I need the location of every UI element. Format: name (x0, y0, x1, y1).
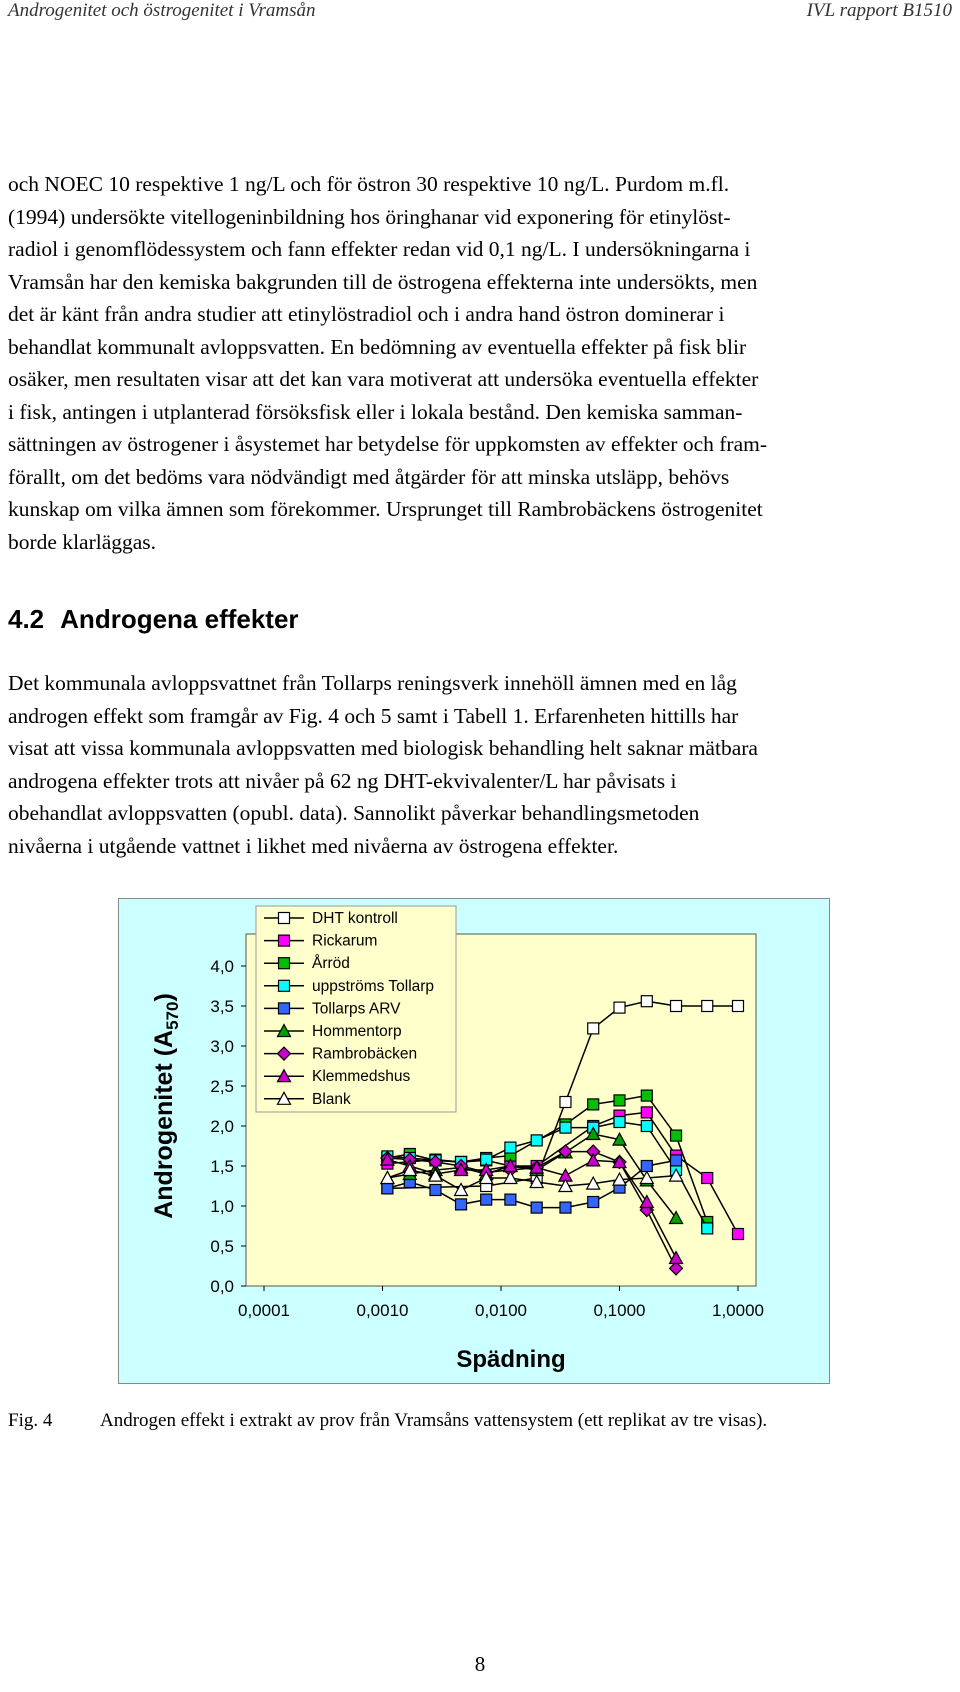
data-point (588, 1099, 599, 1110)
data-point (733, 1229, 744, 1240)
data-point (279, 958, 290, 969)
x-tick-label: 0,0001 (238, 1301, 290, 1320)
text-line: det är känt från andra studier att etinylöstradiol och i andra hand östron dominerar i (8, 302, 725, 326)
legend-label: Tollarps ARV (312, 1000, 401, 1018)
text-line: borde klarläggas. (8, 529, 157, 554)
data-point (614, 1117, 625, 1128)
data-point (671, 1001, 682, 1012)
legend-label: Rambrobäcken (312, 1045, 418, 1063)
data-point (588, 1197, 599, 1208)
x-tick-label: 1,0000 (712, 1301, 764, 1320)
text-line: androgena effekter trots att nivåer på 62 ng DHT-ekvivalenter/L har påvisats i (8, 768, 677, 793)
x-tick-label: 0,0010 (356, 1301, 409, 1320)
androgenicity-chart (118, 898, 830, 1384)
data-point (505, 1142, 516, 1153)
text-line: behandlat kommunalt avloppsvatten. En bedömning av eventuella effekter på fisk blir (8, 334, 747, 359)
paragraph-androgen (8, 667, 943, 862)
section-heading (8, 604, 299, 635)
data-point (279, 1003, 290, 1014)
data-point (505, 1194, 516, 1205)
data-point (733, 1001, 744, 1012)
page-number: 8 (474, 1652, 486, 1676)
data-point (702, 1223, 713, 1234)
data-point (641, 1161, 652, 1172)
data-point (702, 1173, 713, 1184)
data-point (588, 1023, 599, 1034)
data-point (279, 913, 290, 924)
legend-label: Blank (312, 1090, 351, 1108)
header-title: Androgenitet och östrogenitet i Vramsån (8, 0, 316, 21)
legend-label: uppströms Tollarp (312, 977, 435, 995)
y-axis-label: Androgenitet $(A_{570})$ (150, 993, 182, 1219)
legend-label: Klemmedshus (312, 1068, 411, 1086)
data-point (456, 1199, 467, 1210)
text-line: sättningen av östrogener i åsystemet har betydelse för uppkomsten av effekter och fram- (8, 432, 768, 456)
data-point (531, 1135, 542, 1146)
caption-text: Androgen effekt i extrakt av prov från Vramsåns vattensystem (ett replikat av tre visas). (100, 1410, 768, 1431)
data-point (560, 1122, 571, 1133)
text-line: obehandlat avloppsvatten (opubl. data). Sannolikt påverkar behandlingsmetoden (8, 801, 700, 825)
y-tick-label: 3,0 (210, 1037, 234, 1056)
x-axis-label: Spädning (456, 1346, 566, 1373)
legend-label: DHT kontroll (312, 910, 398, 927)
data-point (641, 996, 652, 1007)
text-line: visat att vissa kommunala avloppsvatten med biologisk behandling helt saknar mätbara (8, 736, 758, 760)
text-line: Vramsån har den kemiska bakgrunden till de östrogena effekterna inte undersökts, men (8, 269, 758, 294)
data-point (430, 1185, 441, 1196)
legend (256, 906, 456, 1112)
text-line: radiol i genomflödessystem och fann effekter redan vid 0,1 ng/L. I undersökningarna i (8, 237, 751, 261)
data-point (614, 1095, 625, 1106)
y-tick-label: 2,5 (210, 1077, 234, 1096)
x-tick-label: 0,1000 (593, 1301, 646, 1320)
y-tick-label: 4,0 (210, 957, 234, 976)
data-point (531, 1202, 542, 1213)
x-tick-label: 0,0100 (475, 1301, 527, 1320)
data-point (279, 980, 290, 991)
y-tick-label: 1,5 (210, 1157, 234, 1176)
data-point (382, 1183, 393, 1194)
legend-label: Rickarum (312, 932, 378, 950)
caption-label: Fig. 4 (8, 1410, 53, 1431)
paragraph-estrogen (8, 168, 943, 558)
section-number: 4.2 (8, 604, 45, 634)
data-point (560, 1202, 571, 1213)
text-line: androgen effekt som framgår av Fig. 4 och 5 samt i Tabell 1. Erfarenheten hittills har (8, 703, 739, 728)
legend-label: Hommentorp (312, 1023, 402, 1040)
data-point (702, 1001, 713, 1012)
y-tick-label: 0,5 (210, 1237, 234, 1256)
text-line: i fisk, antingen i utplanterad försöksfisk eller i lokala bestånd. Den kemiska samman- (8, 399, 743, 424)
running-header (8, 0, 952, 24)
text-line: (1994) undersökte vitellogeninbildning hos öringhanar vid exponering för etinylöst- (8, 204, 731, 229)
y-tick-label: 1,0 (210, 1197, 234, 1216)
data-point (614, 1002, 625, 1013)
text-line: osäker, men resultaten visar att det kan vara motiverat att undersöka eventuella effekter (8, 367, 759, 391)
y-tick-label: 0,0 (210, 1277, 234, 1296)
text-line: förallt, om det bedöms vara nödvändigt med åtgärder för att minska utsläpp, behövs (8, 464, 730, 489)
y-tick-label: 2,0 (210, 1117, 234, 1136)
data-point (641, 1121, 652, 1132)
data-point (671, 1155, 682, 1166)
data-point (279, 935, 290, 946)
legend-label: Årröd (312, 955, 350, 973)
data-point (641, 1107, 652, 1118)
header-report-id: IVL rapport B1510 (806, 0, 952, 21)
section-title: Androgena effekter (60, 604, 299, 634)
data-point (641, 1090, 652, 1101)
y-tick-label: 3,5 (210, 997, 234, 1016)
data-point (560, 1097, 571, 1108)
data-point (671, 1130, 682, 1141)
text-line: kunskap om vilka ämnen som förekommer. Ursprunget till Rambrobäckens östrogenitet (8, 497, 763, 521)
text-line: och NOEC 10 respektive 1 ng/L och för östron 30 respektive 10 ng/L. Purdom m.fl. (8, 172, 730, 196)
chart-svg (118, 898, 830, 1384)
text-line: Det kommunala avloppsvattnet från Tollarps reningsverk innehöll ämnen med en låg (8, 671, 737, 695)
text-line: nivåerna i utgående vattnet i likhet med nivåerna av östrogena effekter. (8, 833, 619, 858)
data-point (481, 1194, 492, 1205)
